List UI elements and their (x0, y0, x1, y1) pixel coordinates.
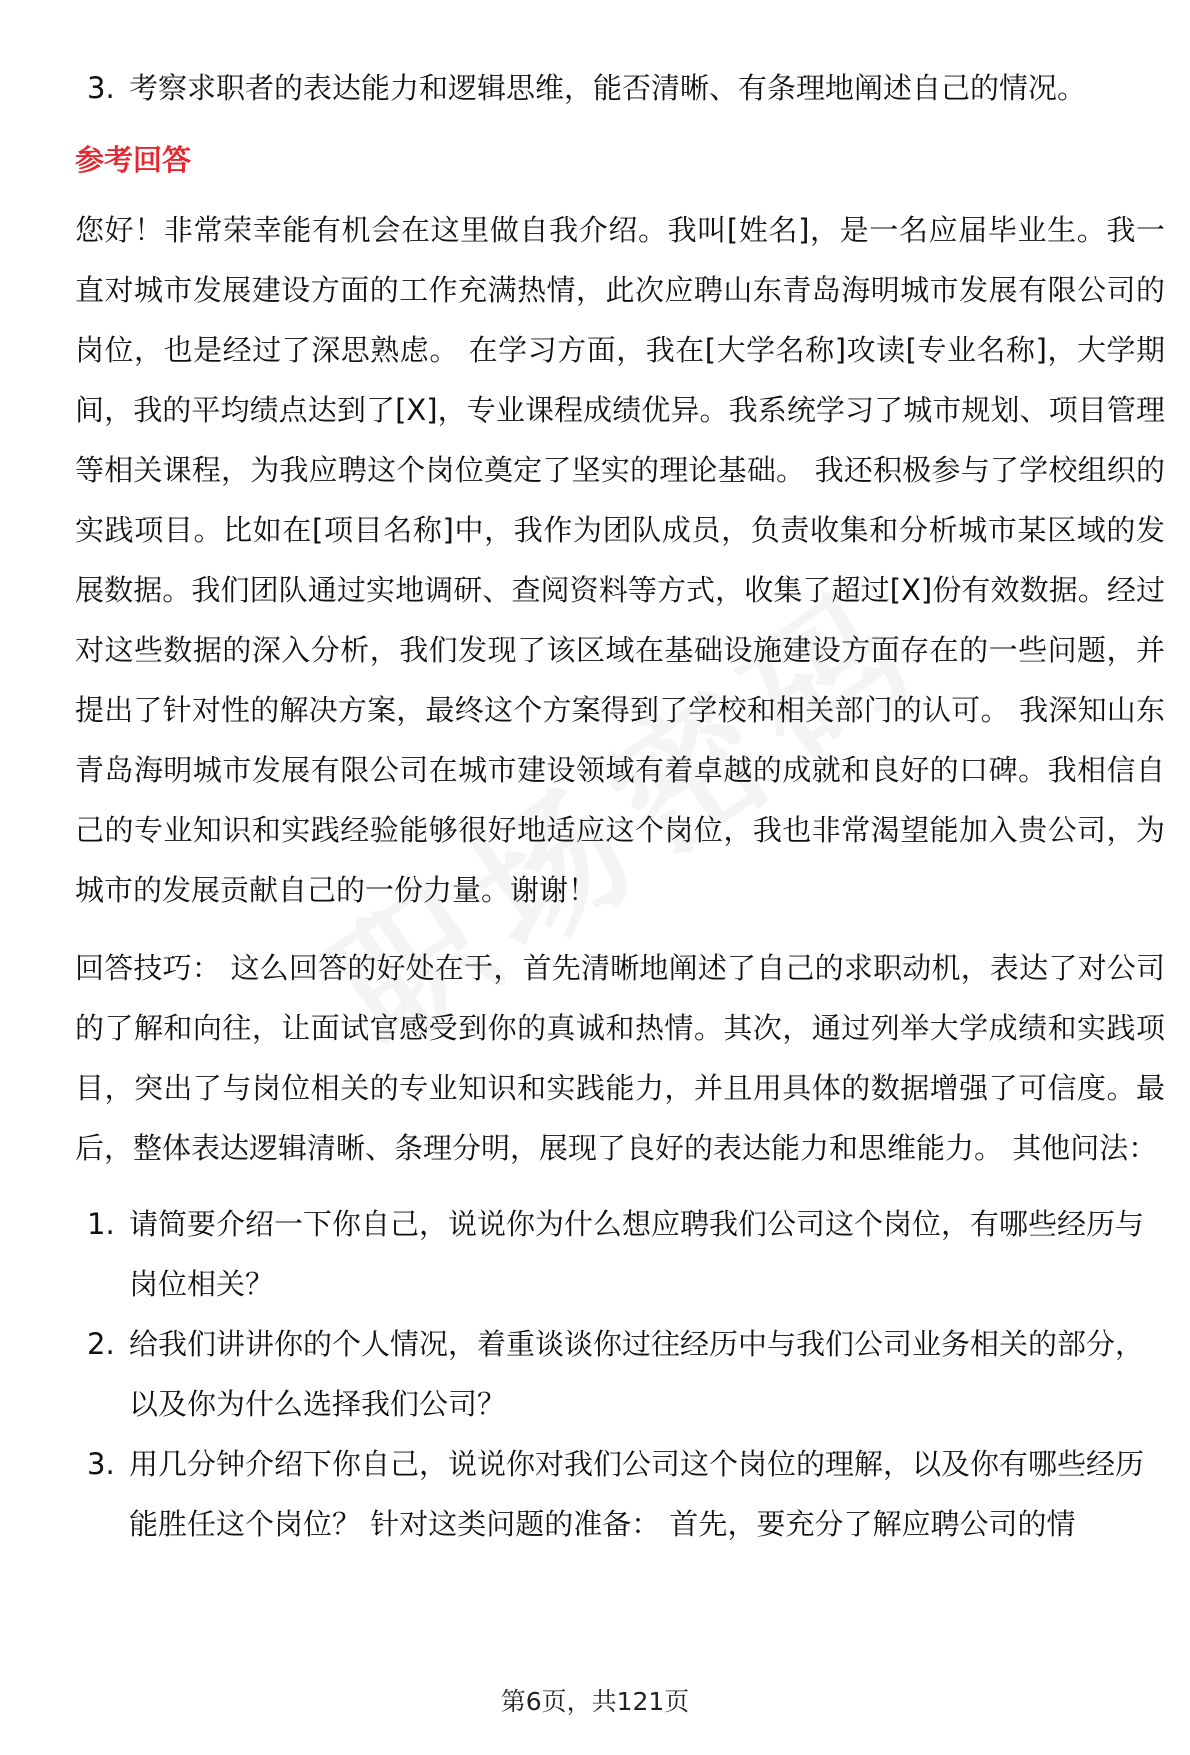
list-item (75, 1194, 1165, 1314)
page-content (75, 58, 1165, 1554)
evaluation-points-list (75, 58, 1165, 118)
list-item (75, 1314, 1165, 1434)
other-questions-list (75, 1194, 1165, 1554)
list-text: 请简要介绍一下你自己，说说你为什么想应聘我们公司这个岗位，有哪些经历与岗位相关？ (129, 1207, 1145, 1301)
list-number: 3. (87, 1447, 115, 1481)
list-number: 1. (87, 1207, 115, 1241)
list-text: 考察求职者的表达能力和逻辑思维，能否清晰、有条理地阐述自己的情况。 (129, 71, 1087, 105)
section-heading-answer: 参考回答 (75, 143, 192, 177)
page-number-footer: 第6页，共121页 (500, 1687, 690, 1716)
list-item (75, 1434, 1165, 1554)
list-item (75, 58, 1165, 118)
answer-paragraph: 您好！非常荣幸能有机会在这里做自我介绍。我叫[姓名]，是一名应届毕业生。我一直对城市发展建设方面的工作充满热情，此次应聘山东青岛海明城市发展有限公司的岗位，也是经过了深思熟虑。 在学习方面，我在[大学名称]攻读[专业名称]，大学期间，我的平均绩点达到了[X]，专业课程成绩优异。我系统学习了城市规划、项目管理等相关课程，为我应聘这个岗位奠定了坚实的理论基础。 我还积极参与了学校组织的实践项目。比如在[项目名称]中，我作为团队成员，负责收集和分析城市某区域的发展数据。我们团队通过实地调研、查阅资料等方式，收集了超过[X]份有效数据。经过对这些数据的深入分析，我们发现了该区域在基础设施建设方面存在的一些问题，并提出了针对性的解决方案，最终这个方案得到了学校和相关部门的认可。 我深知山东青岛海明城市发展有限公司在城市建设领域有着卓越的成就和良好的口碑。我相信自己的专业知识和实践经验能够很好地适应这个岗位，我也非常渴望能加入贵公司，为城市的发展贡献自己的一份力量。谢谢！ (75, 213, 1165, 907)
list-number: 3. (87, 71, 115, 105)
list-number: 2. (87, 1327, 115, 1361)
list-text: 用几分钟介绍下你自己，说说你对我们公司这个岗位的理解，以及你有哪些经历能胜任这个岗位？ 针对这类问题的准备： 首先，要充分了解应聘公司的情 (129, 1447, 1145, 1541)
list-text: 给我们讲讲你的个人情况，着重谈谈你过往经历中与我们公司业务相关的部分，以及你为什么选择我们公司？ (129, 1327, 1145, 1421)
tips-paragraph: 回答技巧： 这么回答的好处在于，首先清晰地阐述了自己的求职动机，表达了对公司的了解和向往，让面试官感受到你的真诚和热情。其次，通过列举大学成绩和实践项目，突出了与岗位相关的专业知识和实践能力，并且用具体的数据增强了可信度。最后，整体表达逻辑清晰、条理分明，展现了良好的表达能力和思维能力。 其他问法： (75, 951, 1165, 1165)
